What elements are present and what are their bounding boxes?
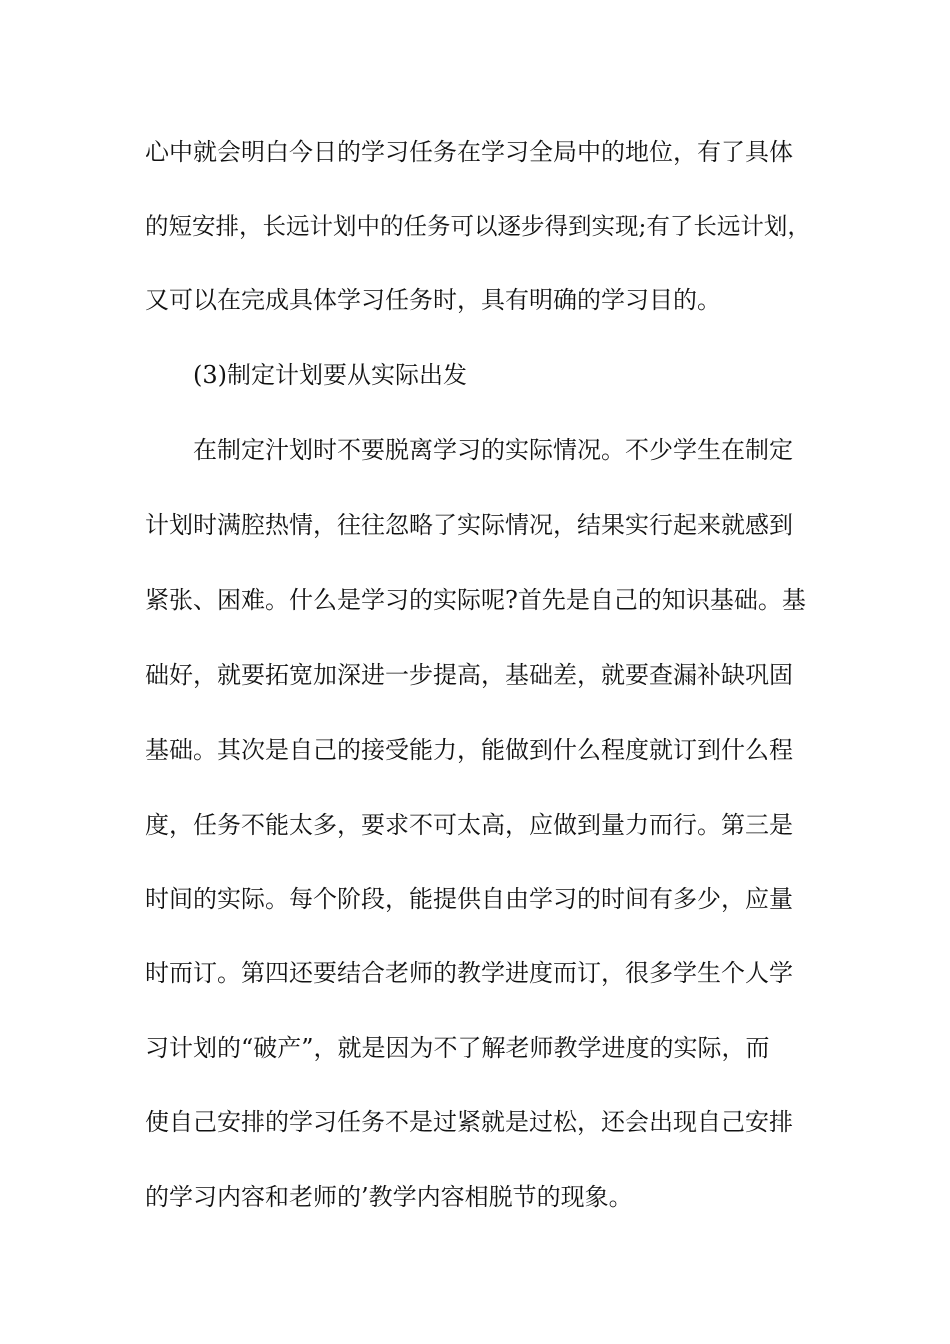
- text-line: 紧张、困难。什么是学习的实际呢?首先是自己的知识基础。基: [145, 586, 806, 614]
- text-line: 使自己安排的学习任务不是过紧就是过松，还会出现自己安排: [145, 1108, 793, 1136]
- text-line: 度，任务不能太多，要求不可太高，应做到量力而行。第三是: [145, 811, 793, 839]
- text-line: 础好，就要拓宽加深进一步提高，基础差，就要查漏补缺巩固: [145, 661, 793, 689]
- text-line: 时间的实际。每个阶段，能提供自由学习的时间有多少，应量: [145, 885, 793, 913]
- text-line: 基础。其次是自己的接受能力，能做到什么程度就订到什么程: [145, 736, 793, 764]
- section-heading: (3)制定计划要从实际出发: [193, 361, 467, 389]
- text-line: 的学习内容和老师的’教学内容相脱节的现象。: [145, 1183, 633, 1211]
- text-line: 又可以在完成具体学习任务时，具有明确的学习目的。: [145, 286, 721, 314]
- text-line: 习计划的“破产”，就是因为不了解老师教学进度的实际，而: [145, 1034, 770, 1062]
- text-line: 的短安排，长远计划中的任务可以逐步得到实现;有了长远计划，: [145, 212, 811, 240]
- text-line: 在制定汁划时不要脱离学习的实际情况。不少学生在制定: [193, 436, 793, 464]
- text-line: 心中就会明白今日的学习任务在学习全局中的地位，有了具体: [145, 138, 793, 166]
- text-line: 计划时满腔热情，往往忽略了实际情况，结果实行起来就感到: [145, 511, 793, 539]
- text-line: 时而订。第四还要结合老师的教学进度而订，很多学生个人学: [145, 959, 793, 987]
